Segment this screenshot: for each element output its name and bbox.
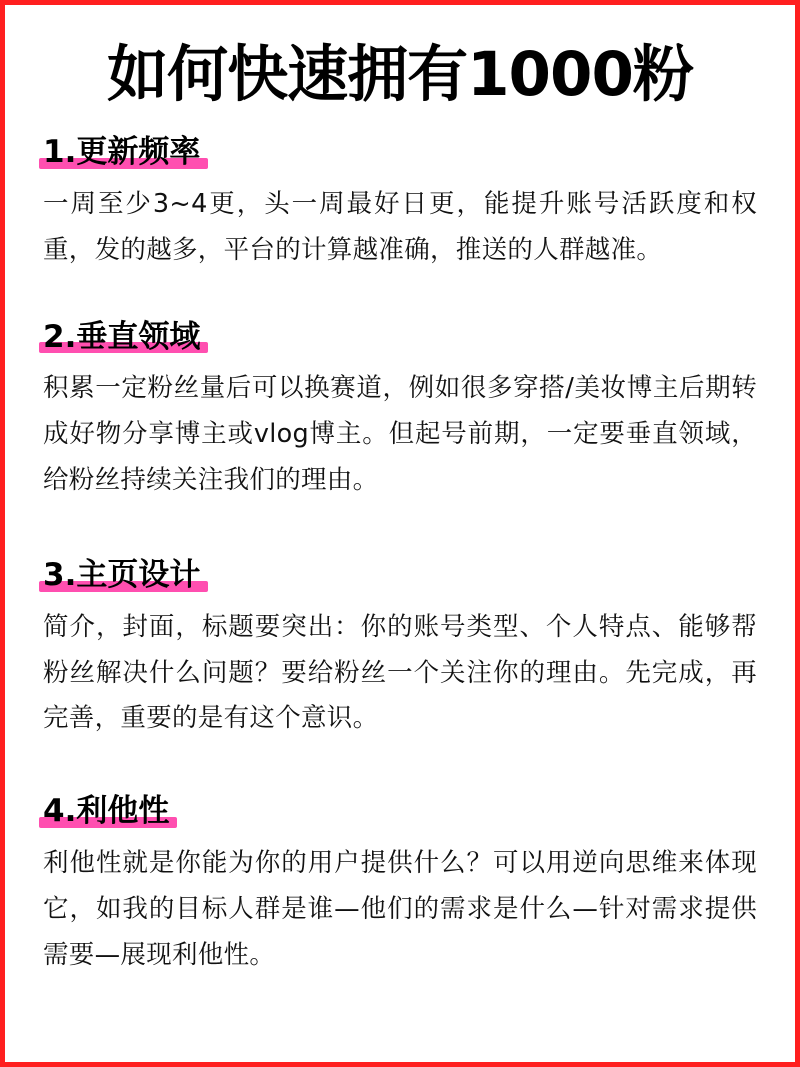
section-4-heading-wrap (43, 792, 169, 831)
section-2-heading: 2.垂直领域 (43, 318, 201, 355)
section-2-body: 积累一定粉丝量后可以换赛道，例如很多穿搭/美妆博主后期转成好物分享博主或vlog博主。但起号前期，一定要垂直领域，给粉丝持续关注我们的理由。 (43, 373, 757, 496)
section-2 (35, 318, 765, 504)
section-3 (35, 556, 765, 742)
section-3-heading: 3.主页设计 (43, 556, 201, 593)
section-1-heading-wrap (43, 133, 200, 172)
section-4 (35, 792, 765, 978)
section-4-body: 利他性就是你能为你的用户提供什么？可以用逆向思维来体现它，如我的目标人群是谁—他们的需求是什么—针对需求提供需要—展现利他性。 (43, 848, 757, 970)
note-content (5, 5, 795, 1062)
section-3-body: 简介，封面，标题要突出：你的账号类型、个人特点、能够帮粉丝解决什么问题？要给粉丝一个关注你的理由。先完成，再完善，重要的是有这个意识。 (43, 611, 757, 734)
section-2-heading-wrap (43, 318, 200, 357)
page-title: 如何快速拥有1000粉 (107, 39, 693, 110)
section-4-heading: 4.利他性 (43, 793, 170, 830)
section-1-body: 一周至少3~4更，头一周最好日更，能提升账号活跃度和权重，发的越多，平台的计算越准确，推送的人群越准。 (43, 188, 757, 265)
spacer-2 (35, 510, 765, 556)
spacer-1 (35, 280, 765, 318)
section-1-heading: 1.更新频率 (43, 133, 201, 170)
section-1 (35, 133, 765, 274)
spacer-3 (35, 748, 765, 792)
section-3-heading-wrap (43, 556, 200, 595)
